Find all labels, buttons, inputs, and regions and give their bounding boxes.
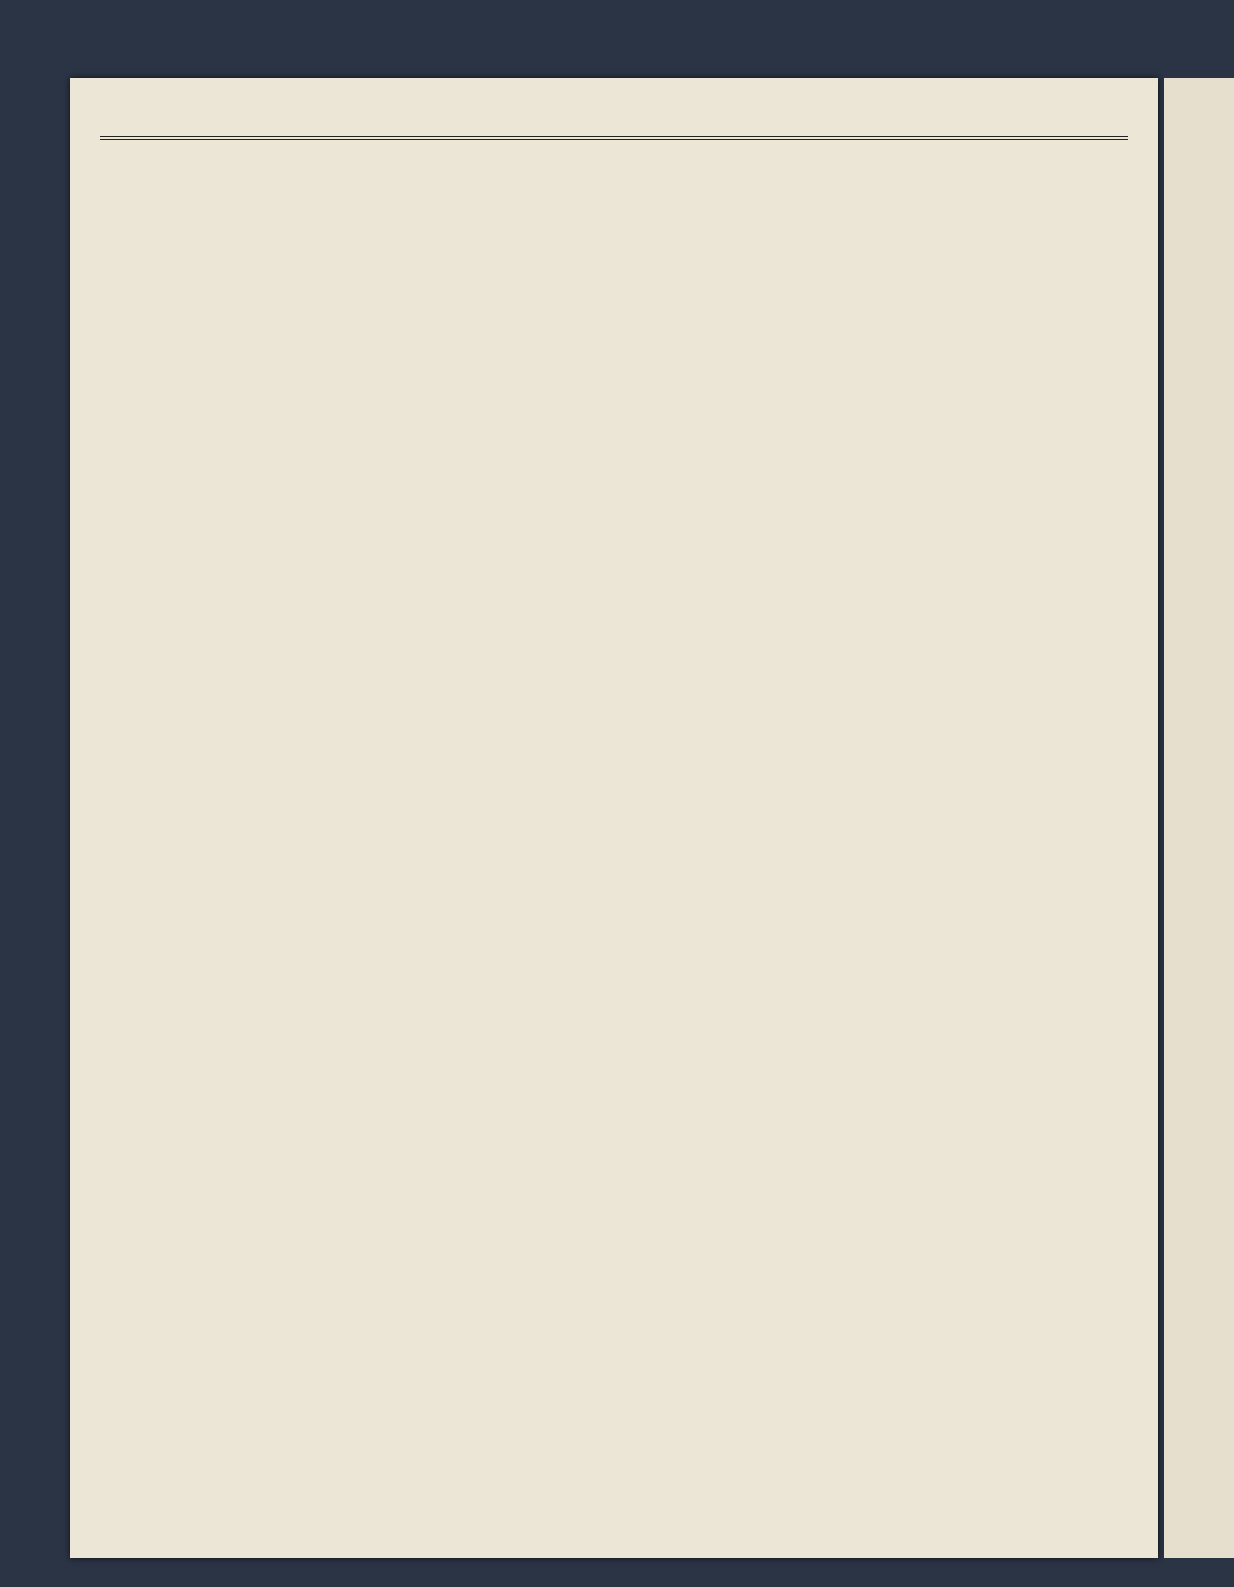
- col-header-2: [138, 146, 162, 276]
- col-header-8: [788, 206, 808, 278]
- col-header-11: [910, 188, 954, 278]
- col-header-3: [174, 146, 198, 276]
- document-page: [70, 78, 1158, 1558]
- col-header-4: [200, 146, 224, 276]
- col-header-12: [962, 188, 1006, 278]
- col-header-9: [828, 206, 848, 278]
- col-header-10: [865, 188, 895, 278]
- col-header-13: [1015, 188, 1065, 278]
- col-header-7: [740, 188, 770, 278]
- col-header-1: [112, 146, 136, 276]
- header-rule-2: [100, 139, 1128, 140]
- next-page-edge: [1164, 78, 1234, 1558]
- header-rule: [100, 136, 1128, 137]
- col-header-14: [1075, 188, 1125, 278]
- col-header-6: [700, 188, 730, 278]
- next-page-col-header: [1192, 138, 1212, 268]
